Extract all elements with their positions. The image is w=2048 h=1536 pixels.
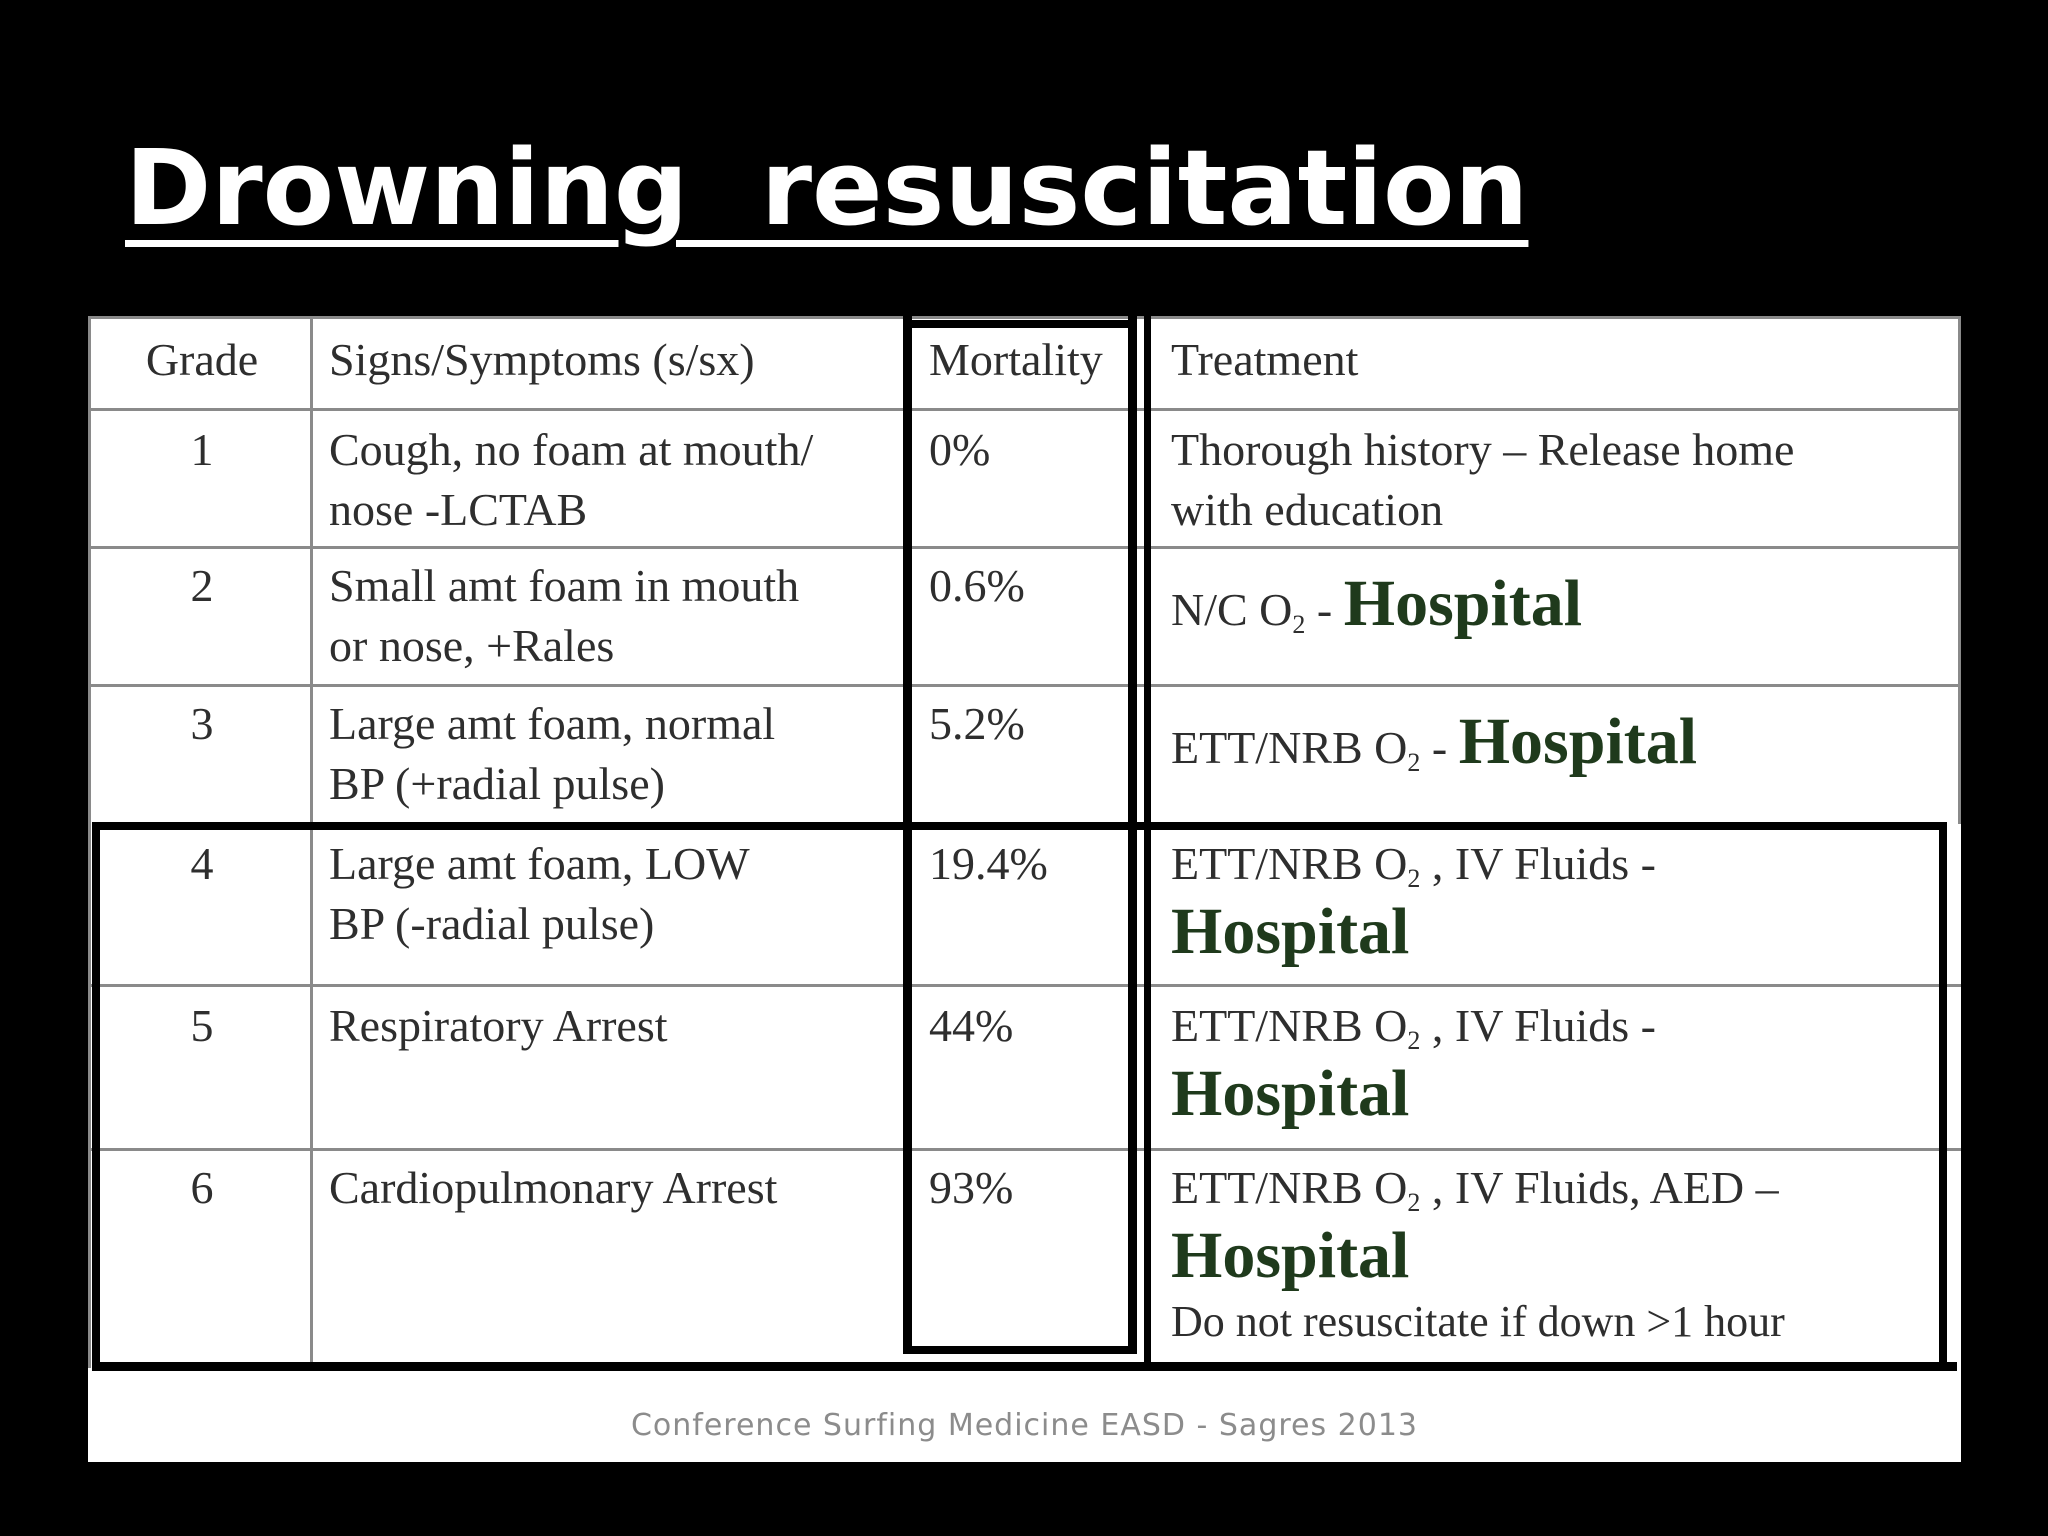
column-divider xyxy=(1958,316,1961,824)
row-3-signs xyxy=(329,694,775,814)
row-4-grade: 4 xyxy=(190,838,214,889)
mortality-box-left xyxy=(903,316,912,1354)
mortality-box-bottom xyxy=(903,1346,1137,1354)
row-3-treatment xyxy=(1171,700,1697,790)
row-1-signs-line-2: nose -LCTAB xyxy=(329,484,588,535)
row-2-mortality: 0.6% xyxy=(929,560,1025,611)
row-3-treatment-dash: - xyxy=(1420,722,1459,773)
row-4-treatment-prefix: ETT/NRB O xyxy=(1171,838,1408,889)
row-4-signs xyxy=(329,834,750,954)
row-5-mortality: 44% xyxy=(929,1000,1014,1051)
row-2-signs-line-1: Small amt foam in mouth xyxy=(329,560,800,611)
row-6-treatment-suffix: , IV Fluids, AED – xyxy=(1420,1162,1779,1213)
slide-title: Drowning resuscitation xyxy=(125,127,1529,249)
row-2-signs-line-2: or nose, +Rales xyxy=(329,620,615,671)
treatment-table xyxy=(88,316,1961,1462)
row-5-treatment-hospital: Hospital xyxy=(1171,1057,1410,1130)
row-divider xyxy=(88,984,1961,987)
row-2-treatment-dash: - xyxy=(1305,584,1344,635)
row-1-signs-line-1: Cough, no foam at mouth/ xyxy=(329,424,814,475)
row-6-treatment-line-1 xyxy=(1171,1158,1785,1218)
row-4-treatment-subscript: 2 xyxy=(1407,864,1421,893)
row-2-treatment xyxy=(1171,562,1582,652)
mortality-box-top xyxy=(903,320,1137,328)
row-3-grade: 3 xyxy=(190,698,214,749)
row-6-signs: Cardiopulmonary Arrest xyxy=(329,1162,778,1213)
row-1-signs xyxy=(329,420,813,540)
header-treatment: Treatment xyxy=(1171,334,1359,385)
row-1-treatment-line-2: with education xyxy=(1171,484,1444,535)
column-divider xyxy=(88,316,91,1368)
row-2-grade: 2 xyxy=(190,560,214,611)
row-3-signs-line-2: BP (+radial pulse) xyxy=(329,758,665,809)
row-5-grade: 5 xyxy=(190,1000,214,1051)
severe-box-right xyxy=(1939,822,1947,1371)
row-6-mortality: 93% xyxy=(929,1162,1014,1213)
row-4-signs-line-2: BP (-radial pulse) xyxy=(329,898,655,949)
row-5-treatment-line-1 xyxy=(1171,996,1656,1056)
row-5-treatment-subscript: 2 xyxy=(1407,1026,1421,1055)
mortality-box-right xyxy=(1128,316,1137,1354)
row-1-treatment xyxy=(1171,420,1794,540)
row-4-treatment-line-1 xyxy=(1171,834,1656,894)
row-divider xyxy=(88,684,1961,687)
row-2-treatment-hospital: Hospital xyxy=(1343,567,1583,640)
row-divider xyxy=(88,546,1961,549)
header-signs: Signs/Symptoms (s/sx) xyxy=(329,334,755,385)
row-4-treatment-hospital: Hospital xyxy=(1171,895,1410,968)
row-divider xyxy=(88,316,1961,319)
row-2-signs xyxy=(329,556,799,676)
row-4-treatment-suffix: , IV Fluids - xyxy=(1420,838,1656,889)
row-5-treatment-prefix: ETT/NRB O xyxy=(1171,1000,1408,1051)
row-3-treatment-subscript: 2 xyxy=(1407,748,1421,777)
row-1-grade: 1 xyxy=(190,424,214,475)
row-6-grade: 6 xyxy=(190,1162,214,1213)
row-3-treatment-prefix: ETT/NRB O xyxy=(1171,722,1408,773)
row-3-mortality: 5.2% xyxy=(929,698,1025,749)
row-2-treatment-prefix: N/C O xyxy=(1171,584,1293,635)
severe-box-bottom xyxy=(92,1362,1957,1371)
row-6-treatment-hospital: Hospital xyxy=(1171,1219,1410,1292)
row-6-treatment-subscript: 2 xyxy=(1407,1188,1421,1217)
row-3-signs-line-1: Large amt foam, normal xyxy=(329,698,776,749)
row-divider xyxy=(88,1148,1961,1151)
source-footnote: Conference Surfing Medicine EASD - Sagres 2013 xyxy=(630,1408,1419,1443)
row-6-treatment xyxy=(1171,1158,1785,1350)
row-1-mortality: 0% xyxy=(929,424,991,475)
row-2-treatment-subscript: 2 xyxy=(1292,610,1306,639)
row-5-signs: Respiratory Arrest xyxy=(329,1000,668,1051)
row-4-treatment xyxy=(1171,834,1656,970)
row-4-signs-line-1: Large amt foam, LOW xyxy=(329,838,750,889)
column-divider xyxy=(310,316,313,1368)
treatment-column-left-border xyxy=(1144,316,1151,1368)
row-4-mortality: 19.4% xyxy=(929,838,1048,889)
row-5-treatment-suffix: , IV Fluids - xyxy=(1420,1000,1656,1051)
row-6-treatment-prefix: ETT/NRB O xyxy=(1171,1162,1408,1213)
row-6-treatment-note: Do not resuscitate if down >1 hour xyxy=(1171,1297,1785,1346)
row-3-treatment-hospital: Hospital xyxy=(1458,705,1698,778)
severe-box-left xyxy=(92,822,100,1371)
severe-box-top xyxy=(92,822,1947,830)
row-1-treatment-line-1: Thorough history – Release home xyxy=(1171,424,1795,475)
row-divider xyxy=(88,408,1961,411)
header-grade: Grade xyxy=(145,334,259,385)
row-5-treatment xyxy=(1171,996,1656,1132)
header-mortality: Mortality xyxy=(929,334,1103,385)
